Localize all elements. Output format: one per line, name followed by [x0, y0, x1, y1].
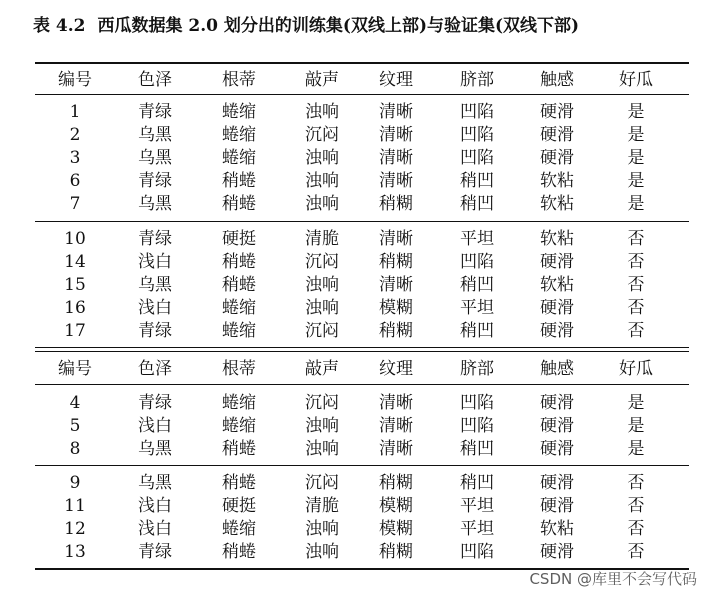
- table-row: [0, 274, 713, 297]
- cell-color: 浅白: [138, 416, 172, 436]
- cell-root: 稍蜷: [222, 439, 256, 459]
- table-row: [0, 101, 713, 124]
- header-cell-sound: 敲声: [305, 359, 339, 379]
- cell-sound: 沉闷: [305, 125, 339, 145]
- cell-texture: 清晰: [379, 102, 413, 122]
- cell-color: 乌黑: [138, 148, 172, 168]
- cell-texture: 清晰: [379, 125, 413, 145]
- cell-sound: 沉闷: [305, 473, 339, 493]
- top-rule: [35, 62, 689, 64]
- cell-navel: 平坦: [460, 298, 494, 318]
- table-row: [0, 392, 713, 415]
- table-caption: [33, 14, 579, 38]
- cell-navel: 稍凹: [460, 171, 494, 191]
- cell-sound: 浊响: [305, 439, 339, 459]
- cell-good: 否: [627, 519, 645, 539]
- cell-good: 是: [627, 171, 645, 191]
- table-row: [0, 170, 713, 193]
- cell-touch: 硬滑: [540, 148, 574, 168]
- cell-good: 是: [627, 439, 645, 459]
- cell-touch: 硬滑: [540, 473, 574, 493]
- cell-texture: 稍糊: [379, 252, 413, 272]
- header-cell-navel: 脐部: [460, 359, 494, 379]
- table-row: [0, 518, 713, 541]
- cell-root: 稍蜷: [222, 171, 256, 191]
- cell-id: 17: [64, 321, 86, 341]
- cell-color: 乌黑: [138, 125, 172, 145]
- cell-touch: 硬滑: [540, 439, 574, 459]
- cell-color: 乌黑: [138, 439, 172, 459]
- cell-root: 蜷缩: [222, 102, 256, 122]
- cell-texture: 清晰: [379, 439, 413, 459]
- header-cell-good: 好瓜: [619, 70, 653, 90]
- cell-root: 硬挺: [222, 229, 256, 249]
- cell-root: 稍蜷: [222, 275, 256, 295]
- cell-navel: 平坦: [460, 519, 494, 539]
- cell-root: 蜷缩: [222, 298, 256, 318]
- watermark: CSDN @库里不会写代码: [529, 570, 697, 588]
- cell-navel: 稍凹: [460, 275, 494, 295]
- cell-good: 是: [627, 102, 645, 122]
- header-rule: [35, 384, 689, 385]
- cell-navel: 稍凹: [460, 439, 494, 459]
- table-row: [0, 147, 713, 170]
- header-cell-touch: 触感: [540, 70, 574, 90]
- cell-root: 稍蜷: [222, 194, 256, 214]
- table-row: [0, 438, 713, 461]
- cell-color: 浅白: [138, 496, 172, 516]
- cell-touch: 硬滑: [540, 102, 574, 122]
- cell-root: 蜷缩: [222, 519, 256, 539]
- cell-touch: 软粘: [540, 519, 574, 539]
- cell-texture: 模糊: [379, 298, 413, 318]
- cell-touch: 软粘: [540, 229, 574, 249]
- header-cell-sound: 敲声: [305, 70, 339, 90]
- cell-root: 蜷缩: [222, 321, 256, 341]
- cell-root: 蜷缩: [222, 125, 256, 145]
- cell-touch: 硬滑: [540, 252, 574, 272]
- cell-sound: 清脆: [305, 229, 339, 249]
- cell-touch: 硬滑: [540, 416, 574, 436]
- cell-good: 否: [627, 298, 645, 318]
- cell-navel: 凹陷: [460, 252, 494, 272]
- cell-good: 是: [627, 125, 645, 145]
- cell-sound: 浊响: [305, 298, 339, 318]
- cell-good: 是: [627, 148, 645, 168]
- cell-sound: 浊响: [305, 148, 339, 168]
- cell-touch: 软粘: [540, 194, 574, 214]
- cell-navel: 凹陷: [460, 542, 494, 562]
- cell-root: 稍蜷: [222, 542, 256, 562]
- cell-id: 9: [69, 473, 81, 493]
- cell-texture: 模糊: [379, 496, 413, 516]
- double-rule: [35, 347, 689, 352]
- table-row: [0, 251, 713, 274]
- cell-texture: 清晰: [379, 171, 413, 191]
- group-rule: [35, 465, 689, 466]
- table-row: [0, 297, 713, 320]
- cell-id: 7: [69, 194, 81, 214]
- cell-root: 稍蜷: [222, 473, 256, 493]
- cell-id: 16: [64, 298, 86, 318]
- cell-root: 蜷缩: [222, 148, 256, 168]
- header-cell-id: 编号: [58, 359, 92, 379]
- table-row: [0, 541, 713, 564]
- header-cell-color: 色泽: [138, 359, 172, 379]
- cell-id: 2: [69, 125, 81, 145]
- cell-color: 青绿: [138, 171, 172, 191]
- cell-id: 6: [69, 171, 81, 191]
- cell-sound: 清脆: [305, 496, 339, 516]
- cell-touch: 软粘: [540, 171, 574, 191]
- table-row: [0, 228, 713, 251]
- cell-root: 硬挺: [222, 496, 256, 516]
- header-cell-good: 好瓜: [619, 359, 653, 379]
- cell-id: 3: [69, 148, 81, 168]
- cell-navel: 凹陷: [460, 148, 494, 168]
- cell-id: 12: [64, 519, 86, 539]
- header-cell-texture: 纹理: [379, 359, 413, 379]
- header-cell-id: 编号: [58, 70, 92, 90]
- cell-color: 青绿: [138, 542, 172, 562]
- cell-sound: 沉闷: [305, 252, 339, 272]
- cell-touch: 硬滑: [540, 496, 574, 516]
- cell-sound: 沉闷: [305, 393, 339, 413]
- cell-id: 14: [64, 252, 86, 272]
- cell-id: 15: [64, 275, 86, 295]
- cell-texture: 稍糊: [379, 473, 413, 493]
- validation-header-row: [0, 358, 713, 381]
- cell-texture: 清晰: [379, 229, 413, 249]
- cell-sound: 浊响: [305, 275, 339, 295]
- cell-touch: 硬滑: [540, 298, 574, 318]
- cell-sound: 浊响: [305, 519, 339, 539]
- cell-texture: 清晰: [379, 393, 413, 413]
- cell-color: 青绿: [138, 229, 172, 249]
- cell-root: 蜷缩: [222, 393, 256, 413]
- cell-color: 乌黑: [138, 275, 172, 295]
- cell-color: 乌黑: [138, 473, 172, 493]
- cell-texture: 稍糊: [379, 194, 413, 214]
- cell-id: 8: [69, 439, 81, 459]
- cell-root: 蜷缩: [222, 416, 256, 436]
- table-row: [0, 320, 713, 343]
- header-rule: [35, 94, 689, 95]
- cell-good: 否: [627, 321, 645, 341]
- cell-root: 稍蜷: [222, 252, 256, 272]
- cell-good: 否: [627, 473, 645, 493]
- cell-navel: 稍凹: [460, 473, 494, 493]
- cell-sound: 浊响: [305, 102, 339, 122]
- header-cell-navel: 脐部: [460, 70, 494, 90]
- cell-id: 1: [69, 102, 81, 122]
- cell-sound: 沉闷: [305, 321, 339, 341]
- cell-texture: 清晰: [379, 275, 413, 295]
- cell-sound: 浊响: [305, 194, 339, 214]
- cell-navel: 凹陷: [460, 125, 494, 145]
- cell-texture: 稍糊: [379, 542, 413, 562]
- cell-color: 青绿: [138, 393, 172, 413]
- table-row: [0, 415, 713, 438]
- cell-good: 是: [627, 393, 645, 413]
- cell-navel: 凹陷: [460, 416, 494, 436]
- table-row: [0, 495, 713, 518]
- cell-texture: 清晰: [379, 148, 413, 168]
- cell-color: 青绿: [138, 102, 172, 122]
- cell-good: 是: [627, 194, 645, 214]
- cell-good: 否: [627, 542, 645, 562]
- cell-id: 5: [69, 416, 81, 436]
- header-cell-texture: 纹理: [379, 70, 413, 90]
- training-header-row: [0, 69, 713, 92]
- cell-id: 10: [64, 229, 86, 249]
- table-row: [0, 124, 713, 147]
- cell-navel: 凹陷: [460, 393, 494, 413]
- cell-navel: 平坦: [460, 496, 494, 516]
- cell-id: 4: [69, 393, 81, 413]
- cell-touch: 硬滑: [540, 321, 574, 341]
- table-row: [0, 472, 713, 495]
- cell-texture: 清晰: [379, 416, 413, 436]
- cell-navel: 平坦: [460, 229, 494, 249]
- cell-navel: 凹陷: [460, 102, 494, 122]
- cell-id: 13: [64, 542, 86, 562]
- cell-color: 青绿: [138, 321, 172, 341]
- cell-sound: 浊响: [305, 542, 339, 562]
- cell-navel: 稍凹: [460, 321, 494, 341]
- cell-touch: 硬滑: [540, 125, 574, 145]
- cell-color: 浅白: [138, 252, 172, 272]
- cell-good: 是: [627, 416, 645, 436]
- cell-good: 否: [627, 496, 645, 516]
- cell-good: 否: [627, 229, 645, 249]
- cell-texture: 模糊: [379, 519, 413, 539]
- header-cell-root: 根蒂: [222, 359, 256, 379]
- cell-sound: 浊响: [305, 171, 339, 191]
- cell-touch: 硬滑: [540, 393, 574, 413]
- header-cell-touch: 触感: [540, 359, 574, 379]
- table-caption-text: 西瓜数据集 2.0 划分出的训练集(双线上部)与验证集(双线下部): [97, 16, 580, 36]
- cell-color: 乌黑: [138, 194, 172, 214]
- cell-good: 否: [627, 252, 645, 272]
- cell-touch: 硬滑: [540, 542, 574, 562]
- cell-id: 11: [64, 496, 86, 516]
- cell-color: 浅白: [138, 298, 172, 318]
- cell-navel: 稍凹: [460, 194, 494, 214]
- header-cell-color: 色泽: [138, 70, 172, 90]
- table-row: [0, 193, 713, 216]
- cell-touch: 软粘: [540, 275, 574, 295]
- header-cell-root: 根蒂: [222, 70, 256, 90]
- group-rule: [35, 221, 689, 222]
- cell-color: 浅白: [138, 519, 172, 539]
- cell-sound: 浊响: [305, 416, 339, 436]
- cell-texture: 稍糊: [379, 321, 413, 341]
- table-caption-label: 表 4.2: [33, 16, 86, 36]
- cell-good: 否: [627, 275, 645, 295]
